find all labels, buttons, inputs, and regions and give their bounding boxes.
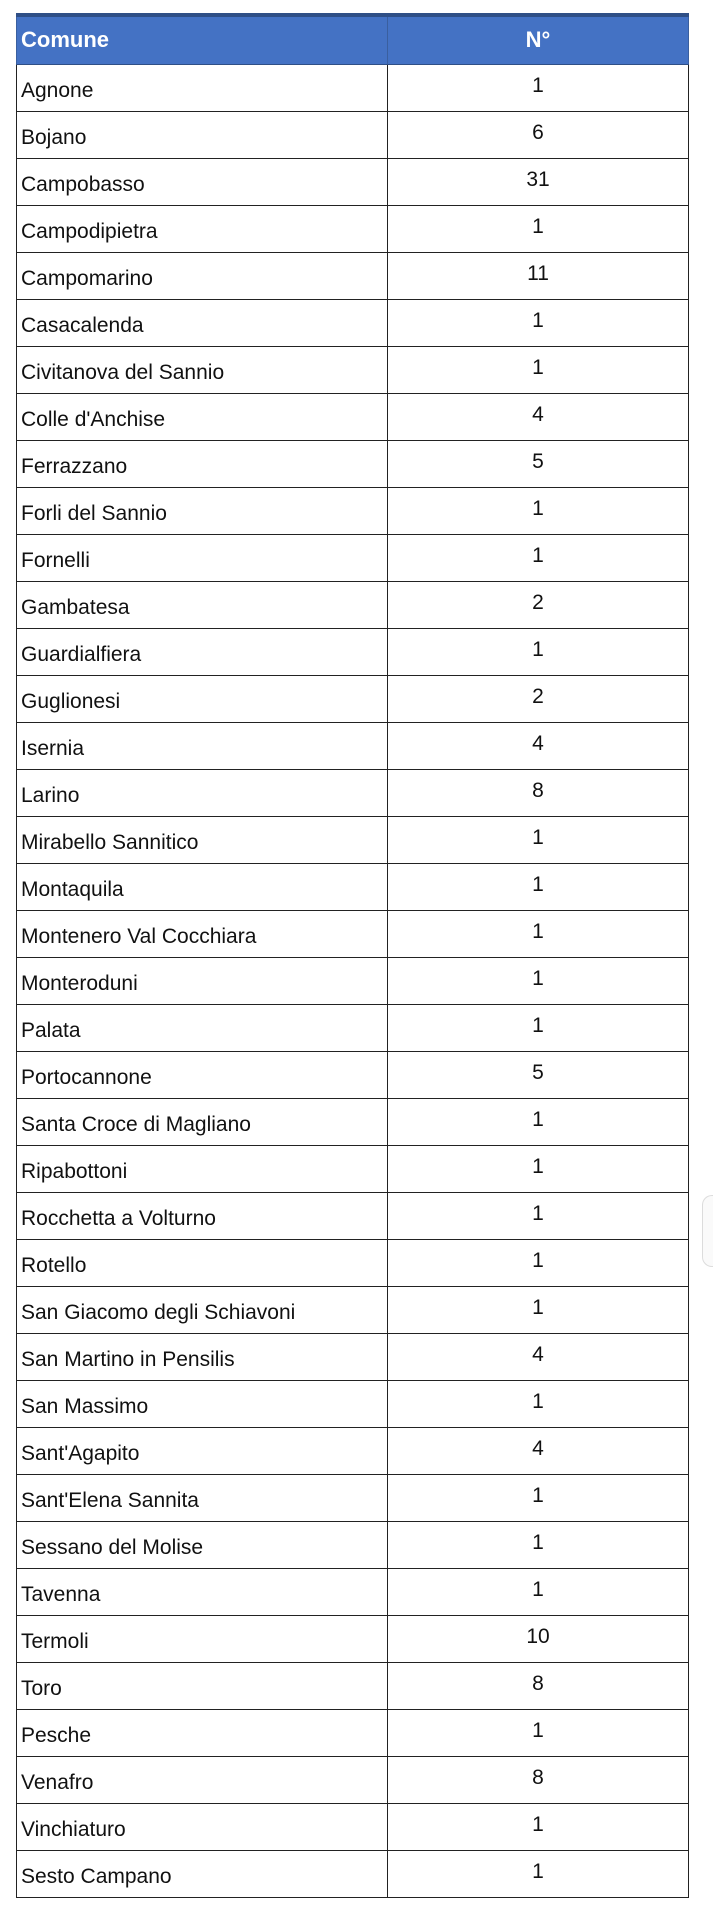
table-row [17,1145,689,1192]
table-row [17,346,689,393]
table-row [17,1521,689,1568]
table-row [17,299,689,346]
comune-cell: San Massimo [17,1380,388,1427]
table-row [17,1380,689,1427]
count-cell: 1 [388,1803,689,1850]
table-row [17,769,689,816]
table-body [17,64,689,1897]
table-row [17,534,689,581]
table-row [17,675,689,722]
comune-cell: Santa Croce di Magliano [17,1098,388,1145]
comune-cell: Monteroduni [17,957,388,1004]
count-cell: 1 [388,816,689,863]
table-row [17,1239,689,1286]
count-cell: 31 [388,158,689,205]
count-cell: 1 [388,64,689,111]
comune-cell: Campobasso [17,158,388,205]
count-cell: 1 [388,1568,689,1615]
table-row [17,1192,689,1239]
count-cell: 4 [388,1333,689,1380]
count-cell: 1 [388,1004,689,1051]
comune-cell: Portocannone [17,1051,388,1098]
count-cell: 1 [388,1474,689,1521]
table-row [17,64,689,111]
comune-cell: Civitanova del Sannio [17,346,388,393]
comune-cell: Venafro [17,1756,388,1803]
comune-cell: Vinchiaturo [17,1803,388,1850]
comune-cell: Tavenna [17,1568,388,1615]
count-cell: 4 [388,1427,689,1474]
comune-cell: Toro [17,1662,388,1709]
count-cell: 5 [388,440,689,487]
count-cell: 10 [388,1615,689,1662]
comune-cell: Guardialfiera [17,628,388,675]
comune-cell: Gambatesa [17,581,388,628]
table-row [17,158,689,205]
comune-cell: Bojano [17,111,388,158]
table-row [17,111,689,158]
count-cell: 1 [388,1709,689,1756]
count-cell: 2 [388,581,689,628]
comune-cell: San Martino in Pensilis [17,1333,388,1380]
table-row [17,1051,689,1098]
count-cell: 1 [388,1521,689,1568]
comune-cell: Palata [17,1004,388,1051]
table-row [17,1474,689,1521]
comune-cell: Isernia [17,722,388,769]
count-cell: 1 [388,628,689,675]
comune-cell: Rotello [17,1239,388,1286]
count-cell: 1 [388,346,689,393]
table-row [17,581,689,628]
count-cell: 8 [388,769,689,816]
table-row [17,252,689,299]
comune-cell: Pesche [17,1709,388,1756]
table-row [17,1098,689,1145]
count-cell: 1 [388,1192,689,1239]
table-row [17,863,689,910]
count-cell: 2 [388,675,689,722]
table-row [17,1286,689,1333]
count-cell: 1 [388,1098,689,1145]
column-header-comune: Comune [17,15,388,64]
table-row [17,1568,689,1615]
table-row [17,1662,689,1709]
comune-cell: Fornelli [17,534,388,581]
comune-cell: Campodipietra [17,205,388,252]
table-row [17,1756,689,1803]
column-header-numero: N° [388,15,689,64]
count-cell: 1 [388,1850,689,1897]
comune-cell: Montaquila [17,863,388,910]
comune-cell: Termoli [17,1615,388,1662]
count-cell: 6 [388,111,689,158]
table-header [17,15,689,64]
table-row [17,957,689,1004]
table-row [17,1850,689,1897]
count-cell: 1 [388,1380,689,1427]
table-row [17,1333,689,1380]
table-row [17,1004,689,1051]
table-row [17,1427,689,1474]
table-row [17,205,689,252]
count-cell: 1 [388,1145,689,1192]
comune-cell: Casacalenda [17,299,388,346]
count-cell: 1 [388,910,689,957]
comune-cell: Mirabello Sannitico [17,816,388,863]
count-cell: 1 [388,957,689,1004]
comune-cell: Sant'Elena Sannita [17,1474,388,1521]
count-cell: 1 [388,1239,689,1286]
comune-cell: Guglionesi [17,675,388,722]
comuni-table [16,13,689,1898]
comune-cell: Colle d'Anchise [17,393,388,440]
comuni-table-container [16,13,688,1898]
table-row [17,816,689,863]
count-cell: 1 [388,1286,689,1333]
header-row [17,15,689,64]
count-cell: 1 [388,863,689,910]
comune-cell: Sessano del Molise [17,1521,388,1568]
table-row [17,910,689,957]
table-row [17,440,689,487]
count-cell: 8 [388,1662,689,1709]
count-cell: 5 [388,1051,689,1098]
count-cell: 1 [388,299,689,346]
comune-cell: Sesto Campano [17,1850,388,1897]
comune-cell: Ferrazzano [17,440,388,487]
comune-cell: San Giacomo degli Schiavoni [17,1286,388,1333]
table-row [17,393,689,440]
count-cell: 4 [388,722,689,769]
count-cell: 4 [388,393,689,440]
comune-cell: Campomarino [17,252,388,299]
table-row [17,722,689,769]
table-row [17,1709,689,1756]
table-row [17,1803,689,1850]
side-scroll-handle[interactable] [702,1195,713,1267]
table-row [17,1615,689,1662]
comune-cell: Larino [17,769,388,816]
comune-cell: Ripabottoni [17,1145,388,1192]
count-cell: 11 [388,252,689,299]
table-row [17,628,689,675]
comune-cell: Rocchetta a Volturno [17,1192,388,1239]
count-cell: 8 [388,1756,689,1803]
count-cell: 1 [388,487,689,534]
count-cell: 1 [388,534,689,581]
count-cell: 1 [388,205,689,252]
comune-cell: Sant'Agapito [17,1427,388,1474]
comune-cell: Montenero Val Cocchiara [17,910,388,957]
comune-cell: Agnone [17,64,388,111]
comune-cell: Forli del Sannio [17,487,388,534]
table-row [17,487,689,534]
